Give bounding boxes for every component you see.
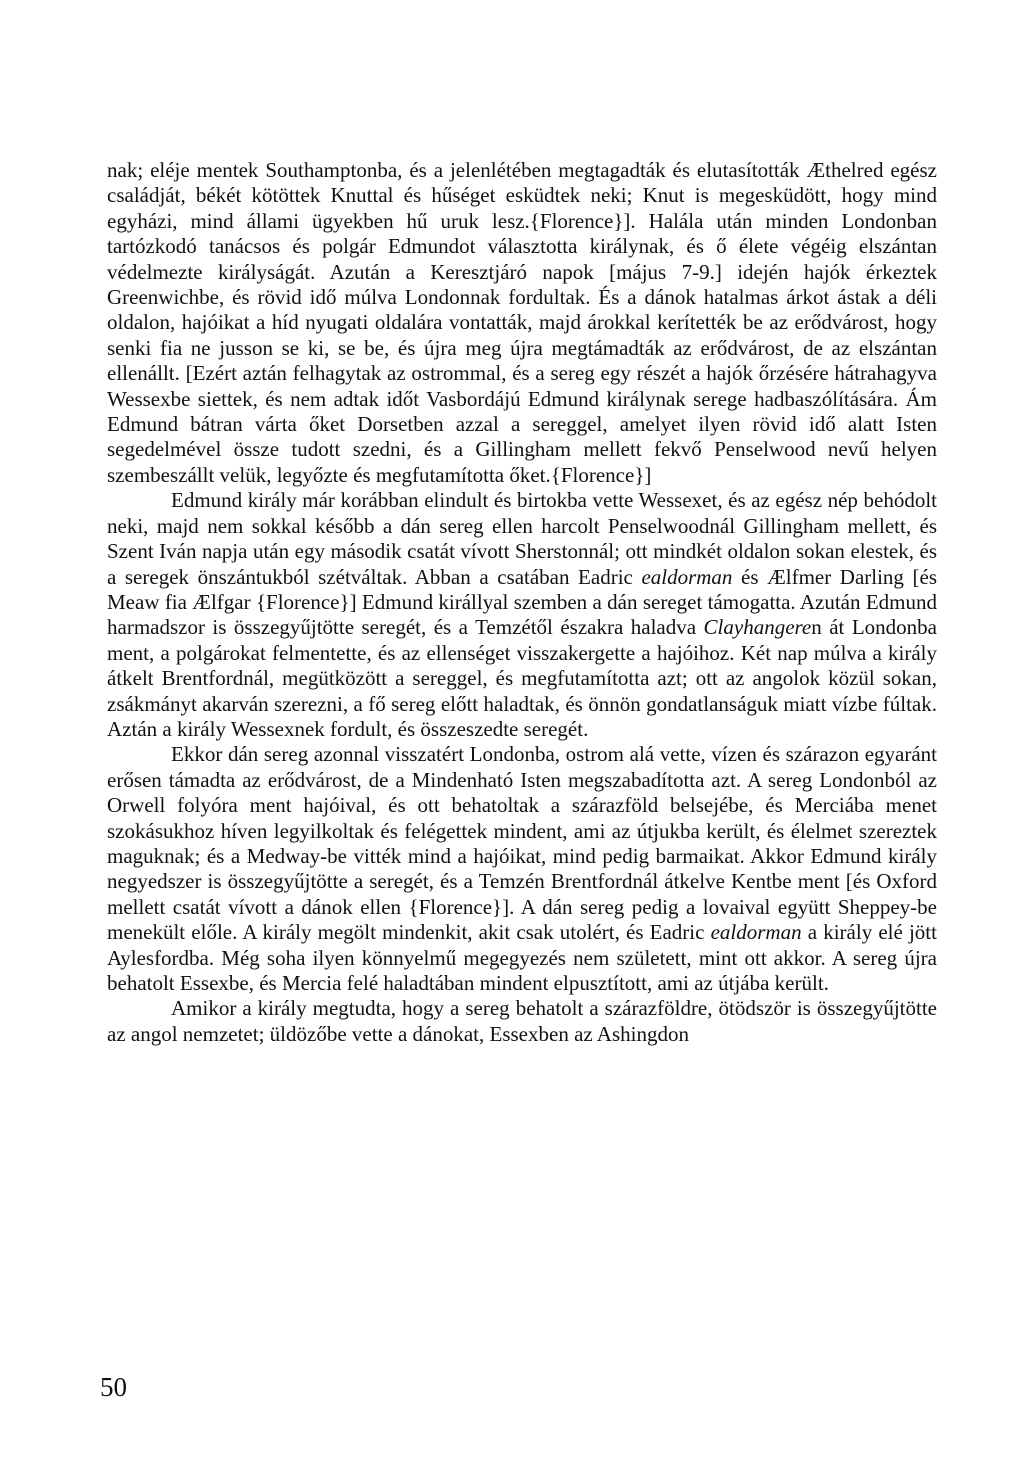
italic-term: ealdorman xyxy=(641,564,733,589)
body-text xyxy=(107,158,937,1047)
paragraph-3 xyxy=(107,742,937,996)
paragraph-4 xyxy=(107,996,937,1047)
paragraph-2 xyxy=(107,488,937,742)
text-run: a király elé jött Aylesfordba. Még soha ilyen könnyelmű megegyezés nem született, mint ott akkor. A sereg újra behatolt Essexbe, és Mercia felé haladtában mindent elpusztított, ami az útjába került. xyxy=(107,920,937,995)
text-run: és Ælfmer Darling [és Meaw fia Ælfgar {Florence}] Edmund királlyal szemben a dán sereget támogatta. Azután Edmund harmadszor is összegyűjtötte seregét, és a Temzétől északra haladva xyxy=(107,564,937,640)
text-run: n át Londonba ment, a polgárokat felmentette, és az ellenséget visszakergette a hajóihoz. Két nap múlva a király átkelt Brentfordnál, megütközött a sereggel, és megfutamította azt; ott az angolok közül sokan, zsákmányt akarván szerezni, a fő sereg előtt haladtak, és önnön gondatlanságuk miatt vízbe fúltak. Aztán a király Wessexnek fordult, és összeszedte seregét. xyxy=(107,615,937,741)
paragraph-1 xyxy=(107,158,937,488)
page-number: 50 xyxy=(100,1372,127,1402)
text-run: Ekkor dán sereg azonnal visszatért Londonba, ostrom alá vette, vízen és szárazon egyaránt erősen támadta az erődvárost, de a Mindenható Isten megszabadította azt. A sereg Londonból az Orwell folyóra ment hajóival, és ott behatoltak a szárazföld belsejébe, és Merciába menet szokásukhoz híven legyilkoltak és felégettek mindent, ami az útjukba került, és élelmet szereztek maguknak; és a Medway-be vitték mind a hajóikat, mind pedig barmaikat. Akkor Edmund király negyedszer is összegyűjtötte a seregét, és a Temzén Brentfordnál átkelve Kentbe ment [és Oxford mellett csatát vívott a dánok ellen {Florence}]. A dán sereg pedig a lovaival együtt Sheppey-be menekült előle. A király megölt mindenkit, akit csak utolért, és Eadric xyxy=(107,742,937,945)
italic-term: ealdorman xyxy=(710,920,802,945)
text-run: Edmund király már korábban elindult és birtokba vette Wessexet, és az egész nép behódolt neki, majd nem sokkal később a dán sereg ellen harcolt Penselwoodnál Gillingham mellett, és Szent Iván napja után egy második csatát vívott Sherstonnál; ott mindkét oldalon sokan elestek, és a seregek önszántukból szétváltak. Abban a csatában Eadric xyxy=(107,488,937,589)
text-run: Amikor a király megtudta, hogy a sereg behatolt a szárazföldre, ötödször is összegyűjtötte az angol nemzetet; üldözőbe vette a dánokat, Essexben az Ashingdon xyxy=(107,996,937,1046)
italic-place-name: Clayhangere xyxy=(703,615,812,640)
text-run: nak; eléje mentek Southamptonba, és a jelenlétében megtagadták és elutasították Æthelred egész családját, békét kötöttek Knuttal és hűséget esküdtek neki; Knut is megesküdött, hogy mind egyházi, mind állami ügyekben hű uruk lesz.{Florence}]. Halála után minden Londonban tartózkodó tanácsos és polgár Edmundot választotta királynak, és ő élete végéig elszántan védelmezte királyságát. Azután a Keresztjáró napok [május 7-9.] idején hajók érkeztek Greenwichbe, és rövid idő múlva Londonnak fordultak. És a dánok hatalmas árkot ástak a déli oldalon, hajóikat a híd nyugati oldalára vontatták, majd árokkal kerítették be az erődvárost, hogy senki fia ne jusson se ki, se be, és újra meg újra megtámadták az erődvárost, de az elszántan ellenállt. [Ezért aztán felhagytak az ostrommal, és a sereg egy részét a hajók őrzésére hátrahagyva Wessexbe siettek, és nem adtak időt Vasbordájú Edmund királynak serege hadbaszólítására. Ám Edmund bátran várta őket Dorsetben azzal a sereggel, amelyet ilyen rövid idő alatt Isten segedelmével össze tudott szedni, és a Gillingham mellett fekvő Penselwood nevű helyen szembeszállt velük, legyőzte és megfutamította őket.{Florence}] xyxy=(107,158,937,487)
